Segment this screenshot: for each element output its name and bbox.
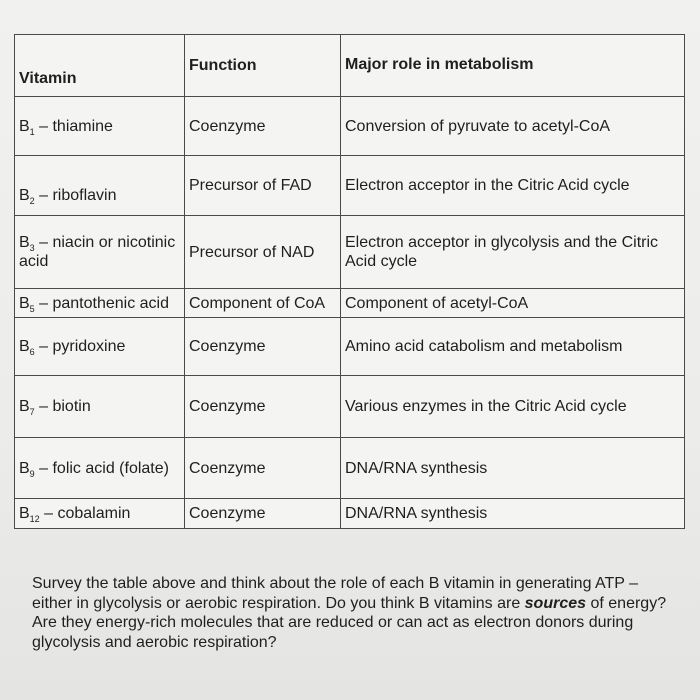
header-function: Function <box>185 35 341 97</box>
vitamin-cell: $B_7$ – biotin <box>15 376 185 438</box>
question-text-part2: of energy? Are they energy-rich molecules that are reduced or can act as electron donors during glycolysis and aerobic respiration? <box>32 594 667 651</box>
function-cell: Coenzyme <box>185 376 341 438</box>
question-paragraph <box>32 574 682 652</box>
vitamin-cell: $B_2$ – riboflavin <box>15 156 185 216</box>
table-row <box>15 156 685 216</box>
function-cell: Coenzyme <box>185 499 341 529</box>
vitamin-cell: $B_{12}$ – cobalamin <box>15 499 185 529</box>
role-cell: DNA/RNA synthesis <box>341 499 685 529</box>
vitamin-cell: $B_5$ – pantothenic acid <box>15 289 185 318</box>
role-cell: Electron acceptor in glycolysis and the Citric Acid cycle <box>341 216 685 289</box>
function-cell: Component of CoA <box>185 289 341 318</box>
table-row <box>15 499 685 529</box>
header-vitamin: Vitamin <box>15 35 185 97</box>
vitamin-cell: $B_1$ – thiamine <box>15 97 185 156</box>
table-row <box>15 376 685 438</box>
role-cell: Various enzymes in the Citric Acid cycle <box>341 376 685 438</box>
table-row <box>15 289 685 318</box>
function-cell: Precursor of FAD <box>185 156 341 216</box>
question-emphasis: sources <box>524 594 587 612</box>
function-cell: Coenzyme <box>185 438 341 499</box>
vitamin-cell: $B_3$ – niacin or nicotinic acid <box>15 216 185 289</box>
table-header-row <box>15 35 685 97</box>
vitamin-table <box>14 34 685 529</box>
table-row <box>15 438 685 499</box>
role-cell: Amino acid catabolism and metabolism <box>341 318 685 376</box>
function-cell: Precursor of NAD <box>185 216 341 289</box>
vitamin-cell: $B_9$ – folic acid (folate) <box>15 438 185 499</box>
role-cell: DNA/RNA synthesis <box>341 438 685 499</box>
function-cell: Coenzyme <box>185 318 341 376</box>
table-row <box>15 97 685 156</box>
table-row <box>15 216 685 289</box>
vitamin-cell: $B_6$ – pyridoxine <box>15 318 185 376</box>
table-row <box>15 318 685 376</box>
role-cell: Conversion of pyruvate to acetyl-CoA <box>341 97 685 156</box>
question-text-part1: Survey the table above and think about the role of each B vitamin in generating ATP – either in glycolysis or aerobic respiration. Do you think B vitamins are <box>32 575 639 612</box>
function-cell: Coenzyme <box>185 97 341 156</box>
header-role: Major role in metabolism <box>341 35 685 97</box>
role-cell: Component of acetyl-CoA <box>341 289 685 318</box>
role-cell: Electron acceptor in the Citric Acid cycle <box>341 156 685 216</box>
